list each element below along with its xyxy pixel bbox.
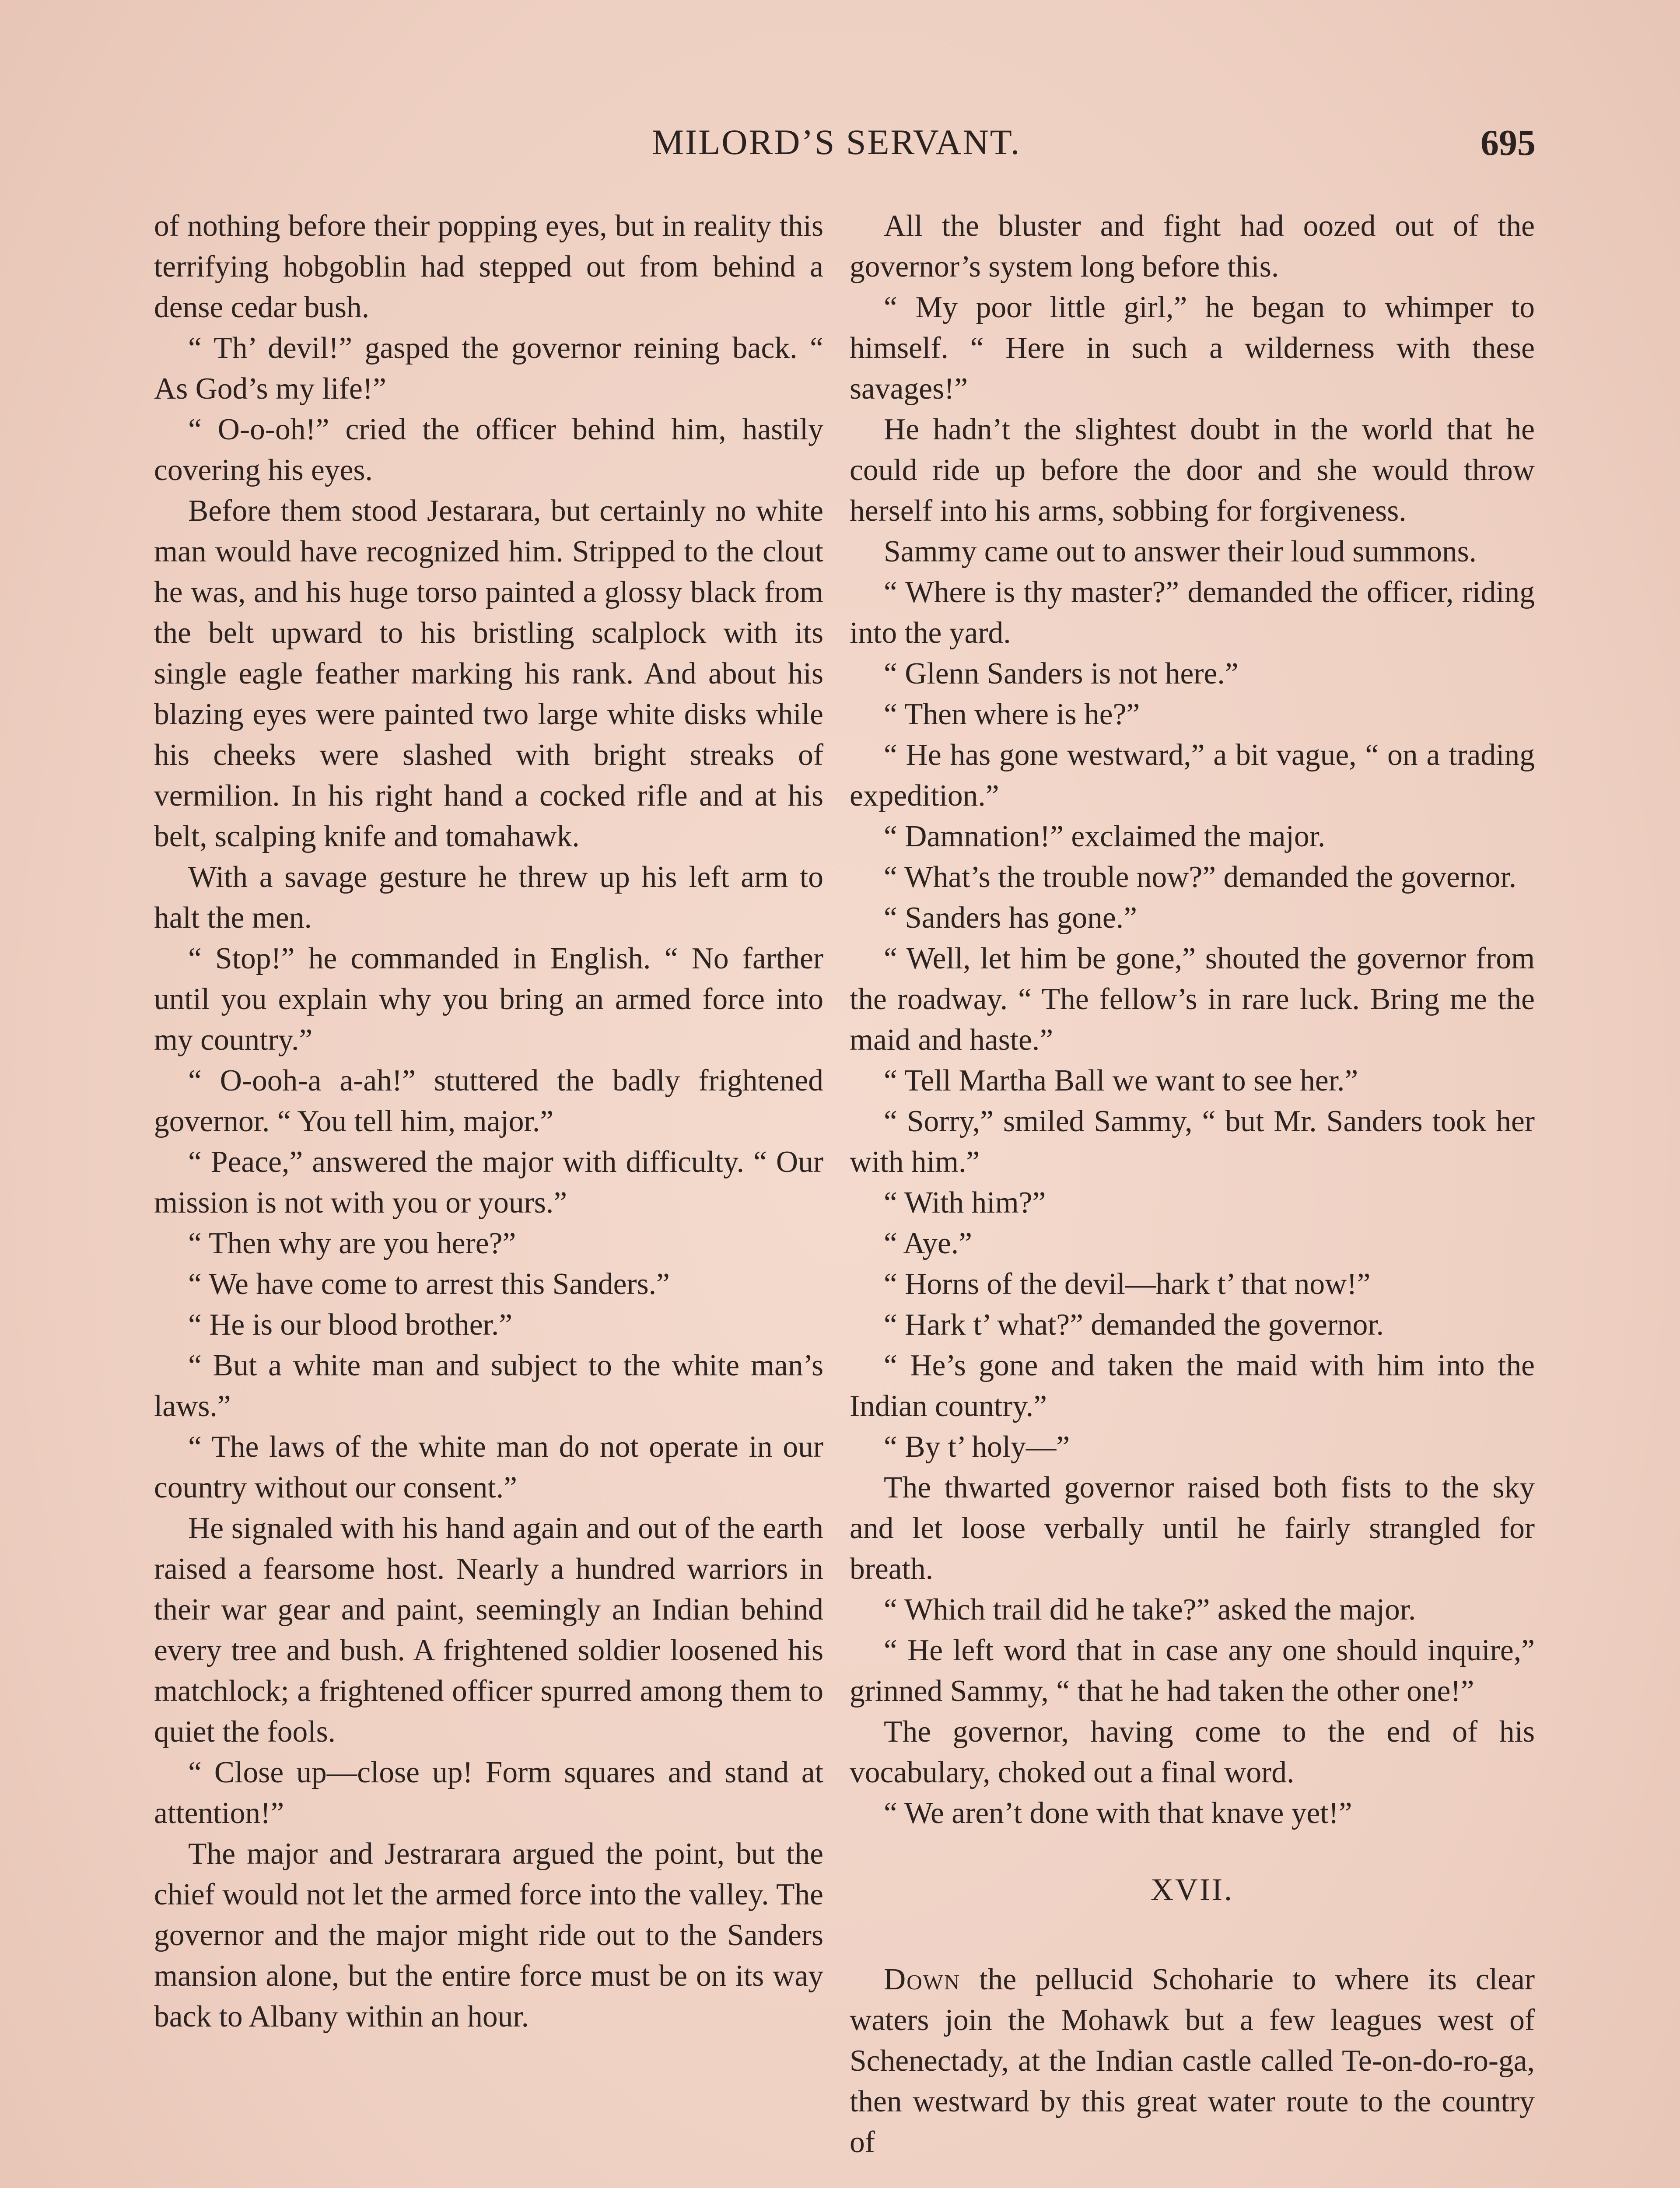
paragraph: “ Sorry,” smiled Sammy, “ but Mr. Sanders took her with him.” xyxy=(850,1105,1535,1179)
paragraph: “ Glenn Sanders is not here.” xyxy=(884,657,1239,691)
paragraph: “ Peace,” answered the major with difficulty. “ Our mission is not with you or yours.” xyxy=(154,1145,823,1220)
paragraph: He signaled with his hand again and out of the earth raised a fearsome host. Nearly a hundred warriors in their war gear and paint, seemingly an Indian behind every tree and bush. A frightened soldier loosened his matchlock; a frightened officer spurred among them to quiet the fools. xyxy=(154,1511,823,1749)
paragraph: “ Sanders has gone.” xyxy=(884,901,1137,935)
paragraph: “ The laws of the white man do not operate in our country without our consent.” xyxy=(154,1430,823,1504)
paragraph: “ Th’ devil!” gasped the governor reining back. “ As God’s my life!” xyxy=(154,331,823,406)
paragraph: “ My poor little girl,” he began to whimper to himself. “ Here in such a wilderness with these savages!” xyxy=(850,291,1535,406)
paragraph: “ We aren’t done with that knave yet!” xyxy=(884,1796,1352,1830)
paragraph: “ We have come to arrest this Sanders.” xyxy=(188,1267,670,1301)
chapter-opening-text: the pellucid Schoharie to where its clear waters join the Mohawk but a few leagues west of Schenectady, at the Indian castle called Te-on-do-ro-ga, then westward by this great water route to the country of xyxy=(850,1963,1535,2159)
paragraph: of nothing before their popping eyes, but in reality this terrifying hobgoblin had stepped out from behind a dense cedar bush. xyxy=(154,209,823,324)
chapter-heading: XVII. xyxy=(1151,1872,1234,1907)
paragraph: “ He left word that in case any one should inquire,” grinned Sammy, “ that he had taken the other one!” xyxy=(850,1634,1535,1708)
paragraph: “ O-o-oh!” cried the officer behind him, hastily covering his eyes. xyxy=(154,413,823,487)
paragraph: “ Damnation!” exclaimed the major. xyxy=(884,820,1326,853)
chapter-opening-paragraph xyxy=(850,1959,1535,2163)
paragraph: “ Aye.” xyxy=(884,1227,973,1260)
paragraph: The major and Jestrarara argued the point, but the chief would not let the armed force into the valley. The governor and the major might ride out to the Sanders mansion alone, but the entire force must be on its way back to Albany within an hour. xyxy=(154,1837,823,2034)
paragraph: Sammy came out to answer their loud summons. xyxy=(884,535,1477,568)
paragraph: All the bluster and fight had oozed out of the governor’s system long before this. xyxy=(850,209,1535,284)
paragraph: “ He is our blood brother.” xyxy=(188,1308,513,1342)
paragraph: “ Stop!” he commanded in English. “ No farther until you explain why you bring an armed force into my country.” xyxy=(154,942,823,1057)
paragraph: “ Close up—close up! Form squares and stand at attention!” xyxy=(154,1756,823,1830)
paragraph: “ Then why are you here?” xyxy=(188,1227,516,1260)
paragraph: “ With him?” xyxy=(884,1186,1046,1220)
paragraph: “ Horns of the devil—hark t’ that now!” xyxy=(884,1267,1371,1301)
paragraph: The governor, having come to the end of his vocabulary, choked out a final word. xyxy=(850,1715,1535,1789)
paragraph: “ Then where is he?” xyxy=(884,698,1140,731)
running-head xyxy=(149,122,1536,170)
paragraph: “ Where is thy master?” demanded the officer, riding into the yard. xyxy=(850,575,1535,650)
paragraph: “ Which trail did he take?” asked the major. xyxy=(884,1593,1416,1627)
paragraph: “ He has gone westward,” a bit vague, “ on a trading expedition.” xyxy=(850,738,1535,813)
chapter-opening-word: Down xyxy=(884,1963,961,1996)
right-column-paragraphs xyxy=(850,206,1535,1834)
paragraph: “ O-ooh-a a-ah!” stuttered the badly frightened governor. “ You tell him, major.” xyxy=(154,1064,823,1138)
paragraph: The thwarted governor raised both fists to the sky and let loose verbally until he fairly strangled for breath. xyxy=(850,1471,1535,1586)
paragraph: “ By t’ holy—” xyxy=(884,1430,1070,1464)
left-text-column xyxy=(154,206,823,2037)
paragraph: He hadn’t the slightest doubt in the world that he could ride up before the door and she would throw herself into his arms, sobbing for forgiveness. xyxy=(850,413,1535,528)
paragraph: “ What’s the trouble now?” demanded the governor. xyxy=(884,860,1517,894)
paragraph: “ Hark t’ what?” demanded the governor. xyxy=(884,1308,1384,1342)
paragraph: Before them stood Jestarara, but certainly no white man would have recognized him. Stripped to the clout he was, and his huge torso painted a glossy black from the belt upward to his bristling scalplock with its single eagle feather marking his rank. And about his blazing eyes were painted two large white disks while his cheeks were slashed with bright streaks of vermilion. In his right hand a cocked rifle and at his belt, scalping knife and tomahawk. xyxy=(154,494,823,853)
paragraph: “ He’s gone and taken the maid with him into the Indian country.” xyxy=(850,1349,1535,1423)
right-text-column xyxy=(850,206,1535,2163)
paragraph: With a savage gesture he threw up his left arm to halt the men. xyxy=(154,860,823,935)
paragraph: “ Tell Martha Ball we want to see her.” xyxy=(884,1064,1358,1098)
paragraph: “ Well, let him be gone,” shouted the governor from the roadway. “ The fellow’s in rare luck. Bring me the maid and haste.” xyxy=(850,942,1535,1057)
running-title: MILORD’S SERVANT. xyxy=(652,122,1021,162)
page-number: 695 xyxy=(1480,123,1536,163)
paragraph: “ But a white man and subject to the white man’s laws.” xyxy=(154,1349,823,1423)
